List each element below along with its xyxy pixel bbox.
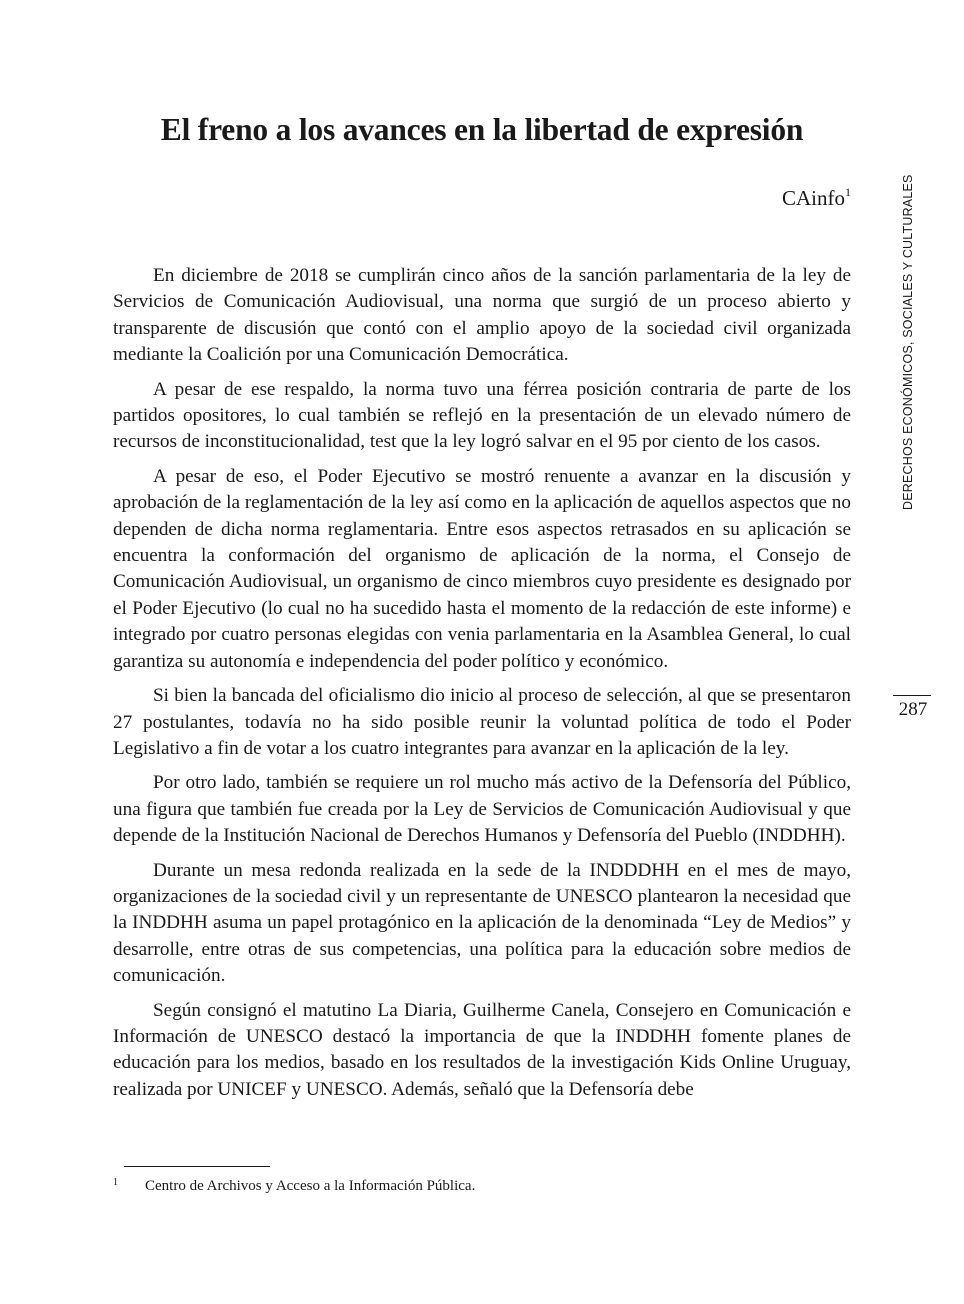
- paragraph: Si bien la bancada del oficialismo dio inicio al proceso de selección, al que se presentaron 27 postulantes, todavía no ha sido posible reunir la voluntad política de todo el Poder Legislativo a fin de votar a los cuatro integrantes para avanzar en la aplicación de la ley.: [113, 685, 851, 759]
- paragraph: A pesar de ese respaldo, la norma tuvo una férrea posición contraria de parte de los partidos opositores, lo cual también se reflejó en la presentación de un elevado número de recursos de inconstitucionalidad, test que la ley logró salvar en el 95 por ciento de los casos.: [113, 378, 851, 453]
- footnote: 1 Centro de Archivos y Acceso a la Información Pública.: [113, 1177, 476, 1194]
- paragraph: Durante un mesa redonda realizada en la sede de la INDDDHH en el mes de mayo, organizaciones de la sociedad civil y un representante de UNESCO plantearon la necesidad que la INDDHH asuma un papel protagónico en la aplicación de la denominada “Ley de Medios” y desarrolle, entre otras de sus competencias, una política para la educación sobre medios de comunicación.: [113, 859, 851, 987]
- paragraph: Por otro lado, también se requiere un rol mucho más activo de la Defensoría del Público, una figura que también fue creada por la Ley de Servicios de Comunicación Audiovisual y que depende de la Institución Nacional de Derechos Humanos y Defensoría del Pueblo (INDDHH).: [113, 772, 851, 847]
- paragraph: Según consignó el matutino La Diaria, Guilherme Canela, Consejero en Comunicación e Información de UNESCO destacó la importancia de que la INDDHH fomente planes de educación para los medios, basado en los resultados de la investigación Kids Online Uruguay, realizada por UNICEF y UNESCO. Además, señaló que la Defensoría debe: [113, 999, 851, 1100]
- article-title: El freno a los avances en la libertad de expresión: [160, 112, 804, 147]
- page-number: 287: [898, 699, 928, 720]
- footnote-text: Centro de Archivos y Acceso a la Información Pública.: [145, 1178, 476, 1194]
- author-footnote-ref: 1: [845, 185, 851, 199]
- article-body: [113, 263, 851, 1111]
- paragraph: A pesar de eso, el Poder Ejecutivo se mostró renuente a avanzar en la discusión y aprobación de la reglamentación de la ley así como en la aplicación de aquellos aspectos que no dependen de dicha norma reglamentaria. Entre esos aspectos retrasados en su aplicación se encuentra la conformación del organismo de aplicación de la norma, el Consejo de Comunicación Audiovisual, un organismo de cinco miembros cuyo presidente es designado por el Poder Ejecutivo (lo cual no ha sucedido hasta el momento de la redacción de este informe) e integrado por cuatro personas elegidas con venia parlamentaria en la Asamblea General, lo cual garantiza su autonomía e independencia del poder político y económico.: [113, 465, 851, 672]
- paragraph: En diciembre de 2018 se cumplirán cinco años de la sanción parlamentaria de la ley de Servicios de Comunicación Audiovisual, una norma que surgió de un proceso abierto y transparente de discusión que contó con el amplio apoyo de la sociedad civil organizada mediante la Coalición por una Comunicación Democrática.: [113, 265, 851, 366]
- footnote-divider: [124, 1166, 270, 1167]
- page-number-rule: [893, 695, 931, 696]
- author-line: [782, 184, 851, 212]
- author-name: CAinfo: [782, 186, 845, 210]
- section-side-label: DERECHOS ECONÓMICOS, SOCIALES Y CULTURALES: [901, 174, 915, 510]
